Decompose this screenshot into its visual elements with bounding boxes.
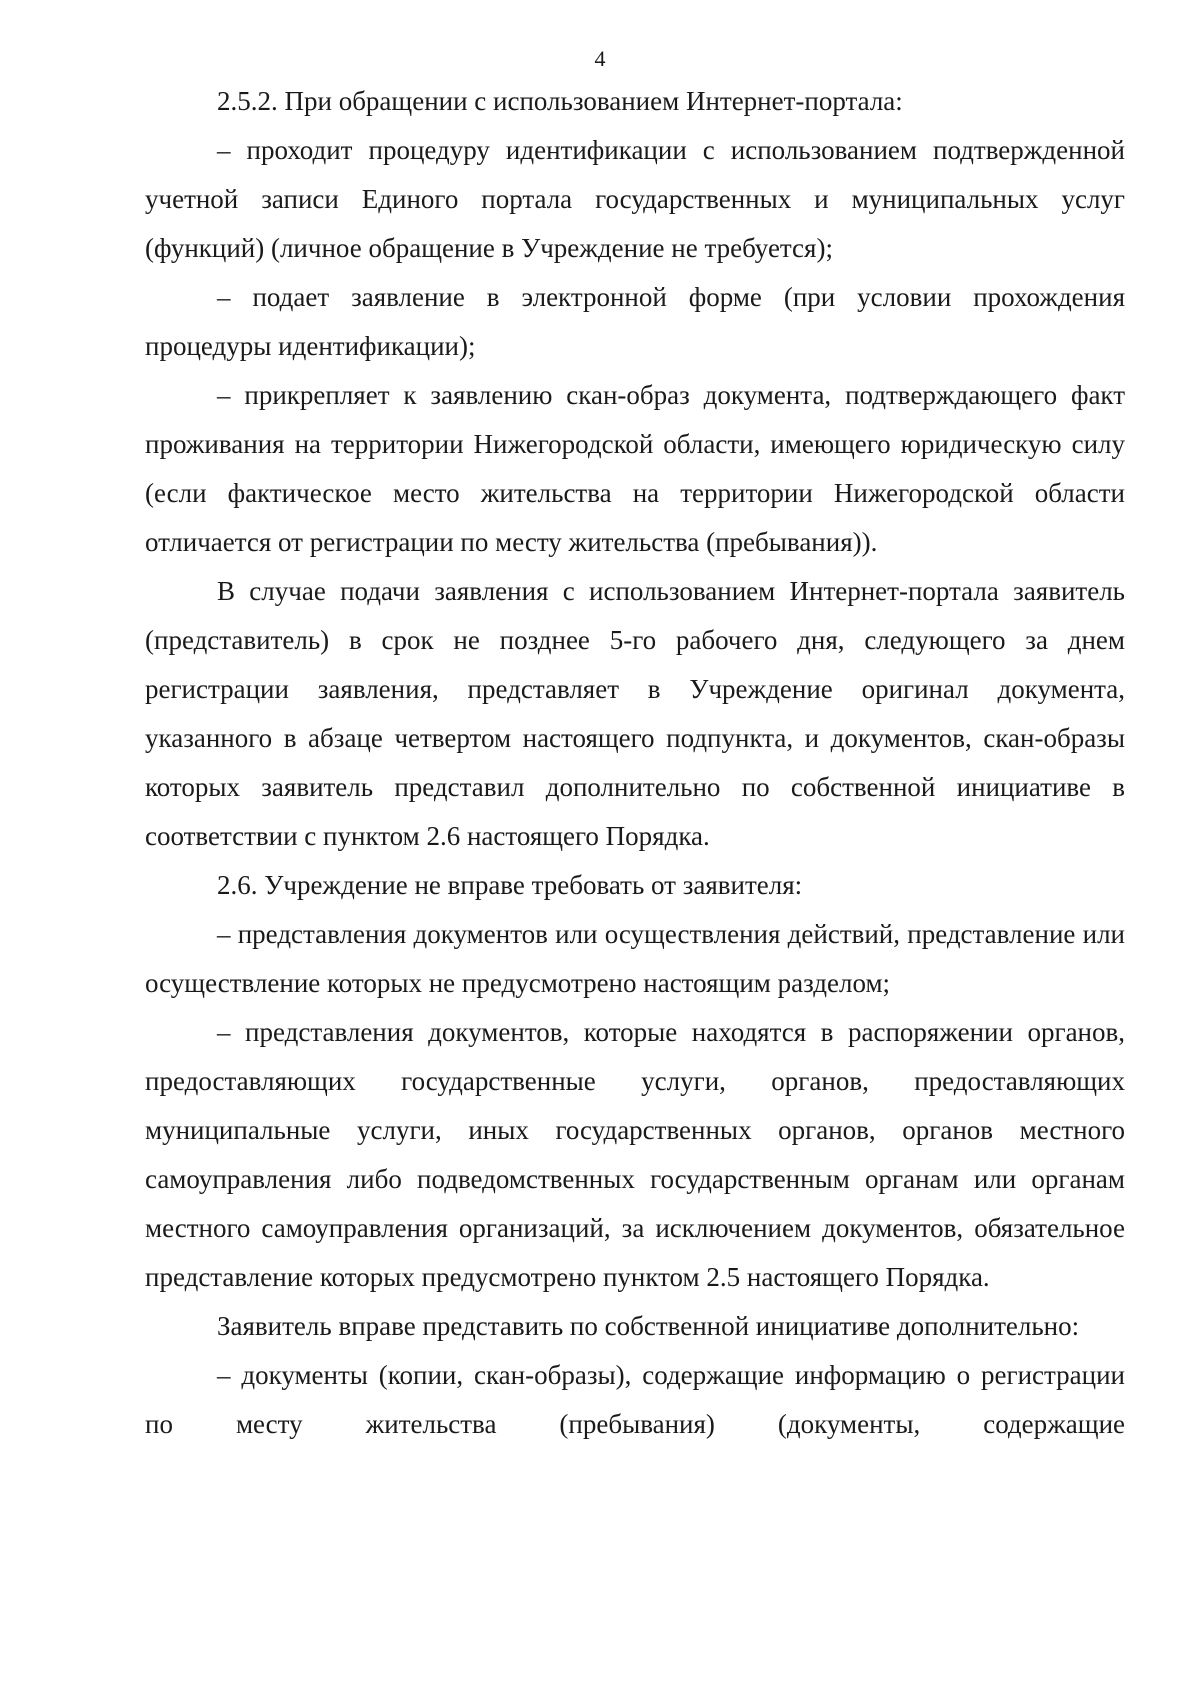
paragraph-identification: – проходит процедуру идентификации с использованием подтвержденной учетной записи Единого портала государственных и муниципальных услуг (функций) (личное обращение в Учреждение не требуется); — [145, 135, 1125, 263]
paragraph-applicant-may-submit: Заявитель вправе представить по собственной инициативе дополнительно: — [217, 1311, 1080, 1341]
paragraph-2-5-2-heading: 2.5.2. При обращении с использованием Интернет-портала: — [217, 86, 903, 116]
paragraph-not-required-actions: – представления документов или осуществления действий, представление или осуществление которых не предусмотрено настоящим разделом; — [145, 919, 1125, 998]
paragraph-registration-documents: – документы (копии, скан-образы), содержащие информацию о регистрации по месту жительства (пребывания) (документы, содержащие — [145, 1360, 1125, 1439]
document-body — [145, 77, 1125, 1449]
paragraph-2-6-heading: 2.6. Учреждение не вправе требовать от заявителя: — [217, 870, 803, 900]
paragraph-original-submission: В случае подачи заявления с использованием Интернет-портала заявитель (представитель) в срок не позднее 5-го рабочего дня, следующего за днем регистрации заявления, представляет в Учреждение оригинал документа, указанного в абзаце четвертом настоящего подпункта, и документов, скан-образы которых заявитель представил дополнительно по собственной инициативе в соответствии с пунктом 2.6 настоящего Порядка. — [145, 576, 1125, 851]
paragraph-scan-attachment: – прикрепляет к заявлению скан-образ документа, подтверждающего факт проживания на территории Нижегородской области, имеющего юридическую силу (если фактическое место жительства на территории Нижегородской области отличается от регистрации по месту жительства (пребывания)). — [145, 380, 1125, 557]
paragraph-not-required-documents: – представления документов, которые находятся в распоряжении органов, предоставляющих государственные услуги, органов, предоставляющих муниципальные услуги, иных государственных органов, органов местного самоуправления либо подведомственных государственным органам или органам местного самоуправления организаций, за исключением документов, обязательное представление которых предусмотрено пунктом 2.5 настоящего Порядка. — [145, 1017, 1125, 1292]
page-number: 4 — [594, 46, 606, 71]
paragraph-electronic-form: – подает заявление в электронной форме (при условии прохождения процедуры идентификации); — [145, 282, 1125, 361]
